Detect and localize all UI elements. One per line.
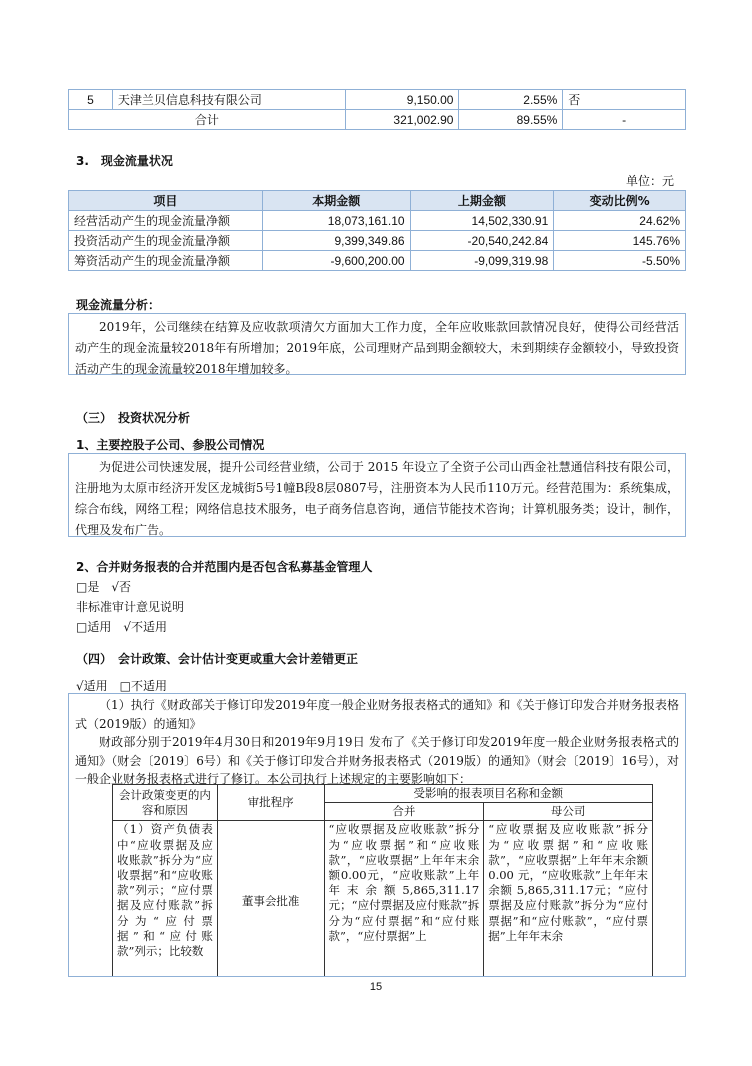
approval-procedure: 董事会批准: [217, 821, 324, 982]
subsidiary-box: [68, 453, 686, 537]
table-row: [113, 821, 653, 982]
current-value: 9,399,349.86: [262, 231, 410, 251]
subsidiary-heading: 1、主要控股子公司、参股公司情况: [76, 438, 265, 452]
policy-para-1: （1）执行《财政部关于修订印发2019年度一般企业财务报表格式的通知》和《关于修订印发合并财务报表格式（2019版）的通知》: [75, 698, 679, 731]
consolidated-impact: “应收票据及应收账款”拆分为“应收票据”和“应收账款”，“应收票据”上年年末余额0.00元，“应收账款”上年年末余额5,865,311.17元；“应付票据及应付账款”拆分为“应付票据”和“应付账款”，“应付票据”上: [324, 821, 484, 982]
company-name: 天津兰贝信息科技有限公司: [112, 90, 345, 110]
total-amount: 321,002.90: [345, 110, 459, 130]
table-row: [69, 90, 686, 110]
investment-heading: （三） 投资状况分析: [76, 411, 191, 425]
change-value: 24.62%: [554, 211, 686, 231]
analysis-box: [68, 313, 686, 375]
related-cell: 否: [563, 90, 686, 110]
header-approval: 审批程序: [217, 785, 324, 821]
percent-cell: 2.55%: [459, 90, 563, 110]
total-row: [69, 110, 686, 130]
cashflow-table: [68, 190, 686, 271]
header-current: 本期金额: [262, 191, 410, 211]
table-row: [69, 231, 686, 251]
header-item: 项目: [69, 191, 263, 211]
header-affected-items: 受影响的报表项目名称和金额: [324, 785, 652, 803]
fund-manager-choice: □是 √否: [76, 580, 131, 594]
table-row: [69, 251, 686, 271]
header-parent: 母公司: [484, 803, 653, 821]
parent-impact: “应收票据及应收账款”拆分为“应收票据”和“应收账款”，“应收票据”上年年末余额 0.00 元，“应收账款”上年年末余额 5,865,311.17元；“应付票据及应付账款”拆分为“应付票据”和“应付账款”，“应付票据”上年年末余: [484, 821, 653, 982]
current-value: 18,073,161.10: [262, 211, 410, 231]
analysis-title: 现金流量分析：: [76, 298, 161, 312]
current-value: -9,600,200.00: [262, 251, 410, 271]
audit-opinion-label: 非标准审计意见说明: [76, 600, 185, 614]
cashflow-heading: 3. 现金流量状况: [76, 154, 173, 168]
policy-box-bottom-border: [68, 976, 686, 977]
header-consolidated: 合并: [324, 803, 484, 821]
policy-change-table: [112, 784, 653, 982]
previous-value: -9,099,319.98: [410, 251, 554, 271]
unit-label: 单位：元: [626, 174, 675, 188]
subsidiary-text: 为促进公司快速发展，提升公司经营业绩，公司于 2015 年设立了全资子公司山西金社慧通信科技有限公司，注册地为太原市经济开发区龙城街5号1幢B段8层0807号，注册资本为人民币110万元。经营范围为：系统集成，综合布线，网络工程；网络信息技术服务，电子商务信息咨询，通信节能技术咨询；计算机服务类；设计，制作，代理及发布广告。: [75, 460, 679, 537]
policy-choice: √适用 □不适用: [76, 679, 167, 693]
header-previous: 上期金额: [410, 191, 554, 211]
audit-opinion-choice: □适用 √不适用: [76, 620, 167, 634]
shareholder-table: [68, 89, 686, 130]
header-change: 变动比例%: [554, 191, 686, 211]
fund-manager-heading: 2、合并财务报表的合并范围内是否包含私募基金管理人: [76, 560, 373, 574]
row-label: 投资活动产生的现金流量净额: [69, 231, 263, 251]
table-header-row: [113, 785, 653, 803]
row-label: 筹资活动产生的现金流量净额: [69, 251, 263, 271]
change-content: （1）资产负债表中“应收票据及应收账款”拆分为“应收票据”和“应收账款”列示；“应付票据及应付账款”拆分为“应付票据”和“应付账款”列示；比较数: [113, 821, 218, 982]
policy-para-2: 财政部分别于2019年4月30日和2019年9月19日 发布了《关于修订印发2019年度一般企业财务报表格式的通知》（财会〔2019〕6号）和《关于修订印发合并财务报表格式（2019版）的通知》（财会〔2019〕16号），对一般企业财务报表格式进行了修订。本公司执行上述规定的主要影响如下：: [75, 735, 679, 786]
previous-value: 14,502,330.91: [410, 211, 554, 231]
header-content: 会计政策变更的内容和原因: [113, 785, 218, 821]
total-label: 合计: [69, 110, 346, 130]
row-number: 5: [69, 90, 113, 110]
policy-heading: （四） 会计政策、会计估计变更或重大会计差错更正: [76, 652, 359, 666]
page-number: 15: [369, 981, 383, 993]
total-percent: 89.55%: [459, 110, 563, 130]
table-header-row: [69, 191, 686, 211]
previous-value: -20,540,242.84: [410, 231, 554, 251]
amount-cell: 9,150.00: [345, 90, 459, 110]
change-value: 145.76%: [554, 231, 686, 251]
analysis-text: 2019年，公司继续在结算及应收款项清欠方面加大工作力度，全年应收账款回款情况良好，使得公司经营活动产生的现金流量较2018年有所增加；2019年底，公司理财产品到期金额较大，未到期续存金额较小，导致投资活动产生的现金流量较2018年增加较多。: [75, 320, 679, 376]
change-value: -5.50%: [554, 251, 686, 271]
total-related: -: [563, 110, 686, 130]
row-label: 经营活动产生的现金流量净额: [69, 211, 263, 231]
table-row: [69, 211, 686, 231]
